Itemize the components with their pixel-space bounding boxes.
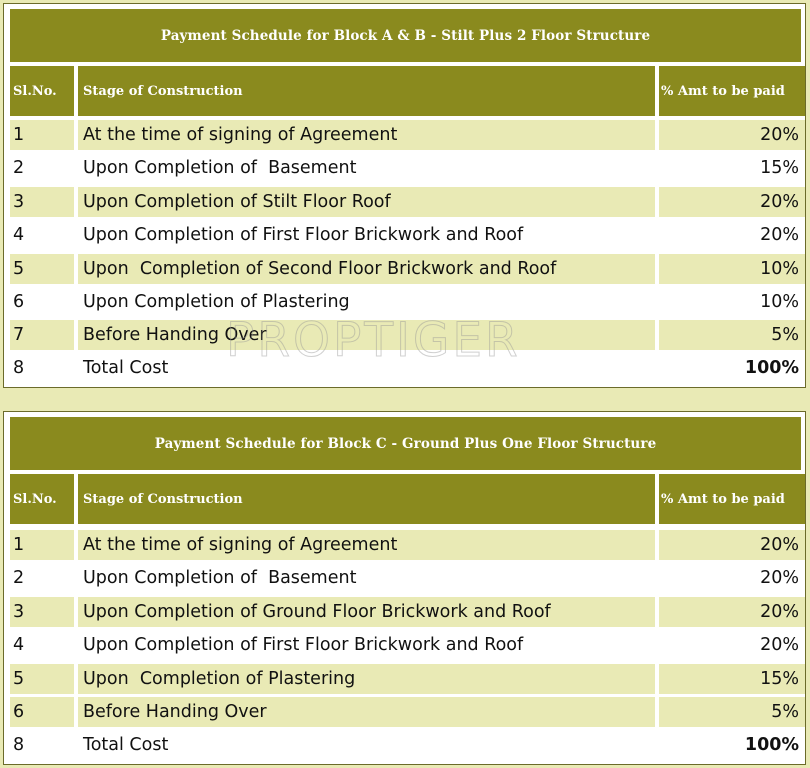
table-row: [4, 563, 805, 593]
row-stage: Before Handing Over: [78, 320, 655, 350]
row-amount: 5%: [659, 320, 805, 350]
row-stage: Before Handing Over: [78, 697, 655, 727]
row-amount: 20%: [760, 568, 799, 588]
row-stage: Upon Completion of Basement: [83, 568, 357, 588]
table-row: [4, 630, 805, 660]
table-row: [4, 320, 805, 350]
row-amount: 20%: [659, 120, 805, 150]
row-amount: 20%: [659, 187, 805, 217]
total-amount: 100%: [744, 358, 799, 378]
table-title: Payment Schedule for Block A & B - Stilt Plus 2 Floor Structure: [10, 9, 801, 62]
row-stage: Upon Completion of Basement: [83, 158, 357, 178]
row-stage: Upon Completion of First Floor Brickwork and Roof: [83, 225, 524, 245]
row-stage: Upon Completion of First Floor Brickwork and Roof: [83, 635, 524, 655]
table-row: [4, 187, 805, 217]
row-number: 6: [10, 697, 74, 727]
total-row: [4, 353, 805, 383]
row-stage: Upon Completion of Plastering: [83, 292, 350, 312]
row-amount: 10%: [760, 292, 799, 312]
column-header-stage: Stage of Construction: [78, 474, 655, 524]
row-amount: 10%: [659, 254, 805, 284]
table-title: Payment Schedule for Block C - Ground Plus One Floor Structure: [10, 417, 801, 470]
row-amount: 20%: [659, 597, 805, 627]
total-amount: 100%: [744, 735, 799, 755]
row-stage: At the time of signing of Agreement: [78, 120, 655, 150]
table-row: [4, 220, 805, 250]
table-row: [4, 530, 805, 560]
row-stage: Upon Completion of Stilt Floor Roof: [78, 187, 655, 217]
column-header-amount: % Amt to be paid: [659, 474, 805, 524]
row-stage: Upon Completion of Second Floor Brickwork and Roof: [78, 254, 655, 284]
table-row: [4, 287, 805, 317]
row-amount: 5%: [659, 697, 805, 727]
total-row: [4, 730, 805, 760]
row-number: 4: [13, 635, 25, 655]
table-row: [4, 153, 805, 183]
total-label: Total Cost: [83, 358, 169, 378]
table-row: [4, 664, 805, 694]
row-amount: 15%: [659, 664, 805, 694]
table-row: [4, 254, 805, 284]
row-number: 3: [10, 597, 74, 627]
row-stage: At the time of signing of Agreement: [78, 530, 655, 560]
row-number: 2: [13, 568, 25, 588]
column-header-stage: Stage of Construction: [78, 66, 655, 116]
table-row: [4, 120, 805, 150]
table-row: [4, 697, 805, 727]
column-header-sl-no: Sl.No.: [10, 66, 74, 116]
row-number: 7: [10, 320, 74, 350]
row-number: 6: [13, 292, 25, 312]
payment-schedule-block-ab: [3, 3, 806, 388]
row-amount: 20%: [760, 225, 799, 245]
row-amount: 15%: [760, 158, 799, 178]
row-number: 2: [13, 158, 25, 178]
row-number: 5: [10, 664, 74, 694]
row-number: 5: [10, 254, 74, 284]
row-stage: Upon Completion of Ground Floor Brickwork and Roof: [78, 597, 655, 627]
table-row: [4, 597, 805, 627]
total-label: Total Cost: [83, 735, 169, 755]
row-number: 1: [10, 530, 74, 560]
total-row-number: 8: [13, 735, 25, 755]
column-header-sl-no: Sl.No.: [10, 474, 74, 524]
row-number: 3: [10, 187, 74, 217]
row-stage: Upon Completion of Plastering: [78, 664, 655, 694]
column-header-amount: % Amt to be paid: [659, 66, 805, 116]
row-number: 1: [10, 120, 74, 150]
row-number: 4: [13, 225, 25, 245]
row-amount: 20%: [659, 530, 805, 560]
total-row-number: 8: [13, 358, 25, 378]
payment-schedule-block-c: [3, 411, 806, 765]
row-amount: 20%: [760, 635, 799, 655]
